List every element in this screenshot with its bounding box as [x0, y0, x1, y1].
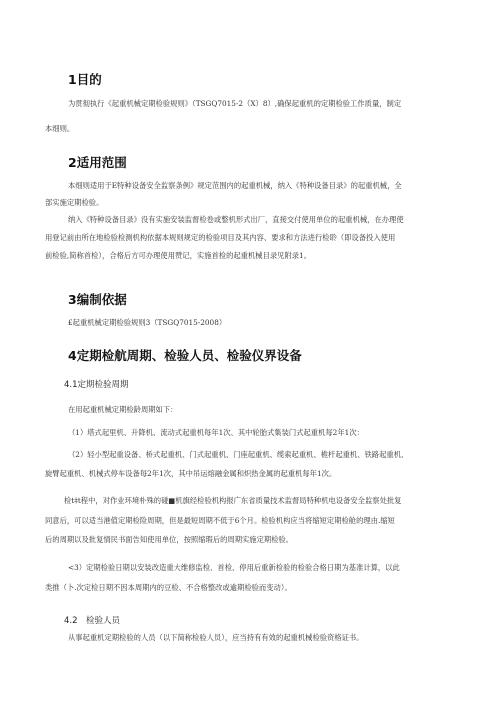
section-4-1-paragraph: （1）塔式起里机、升降机、流动式起重机每年1次、其中轮胎式集装门式起重机每2年1次： [68, 428, 364, 437]
section-4-1-paragraph-line: 同意后，可以适当港值定期检险周期，但是最短周期不低于6个月。检验机构应当将缩短定期检舱的理由.缩短 [45, 516, 395, 525]
section-4-2-paragraph: 从事起重机定期检验的人员（以下简称检验人员），应当持有有效的起重机械检验资格证书。 [68, 633, 364, 642]
section-4-1-paragraph-line: 旋臂起重机、机械式停车设备每2年1次，其中吊运熔融金属和炽热金属的起重机每年1次。 [45, 469, 337, 478]
section-2-paragraph-line: 部实施定期检验。 [45, 198, 104, 207]
section-3-paragraph: £起重机械定期检验规则3（TSGQ7015-2008） [68, 318, 227, 327]
section-2-paragraph-line: 用登记前由所在地检验检测机构依据本规则规定的检验项目及其内容、要求和方法进行检聆（即设备投入使用 [45, 233, 396, 242]
section-4-1-paragraph-line: 后的周期以及批复情民书面告知使用单位，按照缩瑕后的周期实施定期检验。 [45, 535, 294, 544]
section-4-1-paragraph-line: （2）轻小型起重设备、桥式起重机、门式起重机、门座起重机、缆索起重机、桅杆起重机、铁路起重机、 [68, 450, 409, 459]
section-4-title: 4定期检航周期、检验人员、检验仪界设备 [68, 348, 302, 363]
section-4-2-title: 4.2 检验人员 [64, 616, 121, 626]
section-1-paragraph-line: 为贯彻执行《起重机械定期检验规则》（TSGQ7015-2（X）8）,确保起重机的定期检验工作质量，制定 [68, 99, 402, 108]
section-2-paragraph-line: 纳入《特种设备目录》没有实施安装监督检卷或整机形式出厂，直接交付使用单位的起重机械，在办理使 [68, 215, 404, 224]
section-2-title: 2适用范围 [68, 155, 127, 170]
section-3-title: 3编制依据 [68, 292, 127, 307]
section-4-1-paragraph-line: <3）定期检验日期以安装改造重大维修监检、首检、停用后重新检验的检验合格日期为基准计算，以此 [68, 563, 400, 572]
section-2-paragraph-line: 本细则适用于E特种设备安全监察条例》规定范围内的起重机械，纳入《特种设备目录》的起重机械，全 [68, 181, 402, 190]
section-1-paragraph-line: 本细则。 [45, 124, 75, 133]
section-1-title: 1目的 [68, 72, 102, 87]
section-4-1-title: 4.1定期检验周期 [64, 380, 129, 390]
section-2-paragraph-line: 前检验,简称首检），合格后方可办理使用赞记，实施首检的起重机械目录见附录1。 [45, 251, 311, 260]
section-4-1-paragraph: 在用起重机械定期检龄周期如下： [68, 405, 178, 414]
section-4-1-paragraph-line: 类推（卜.次定检日期不因本周期内的豆检、不合格整改或逾期检验而变动）。 [45, 583, 292, 592]
section-4-1-paragraph-line: 检t‡t程中，对作业环境朴殊的碰■机旗经检验机构报广东省质量技术监督局特种机电设备安全监察处批复 [64, 496, 402, 505]
